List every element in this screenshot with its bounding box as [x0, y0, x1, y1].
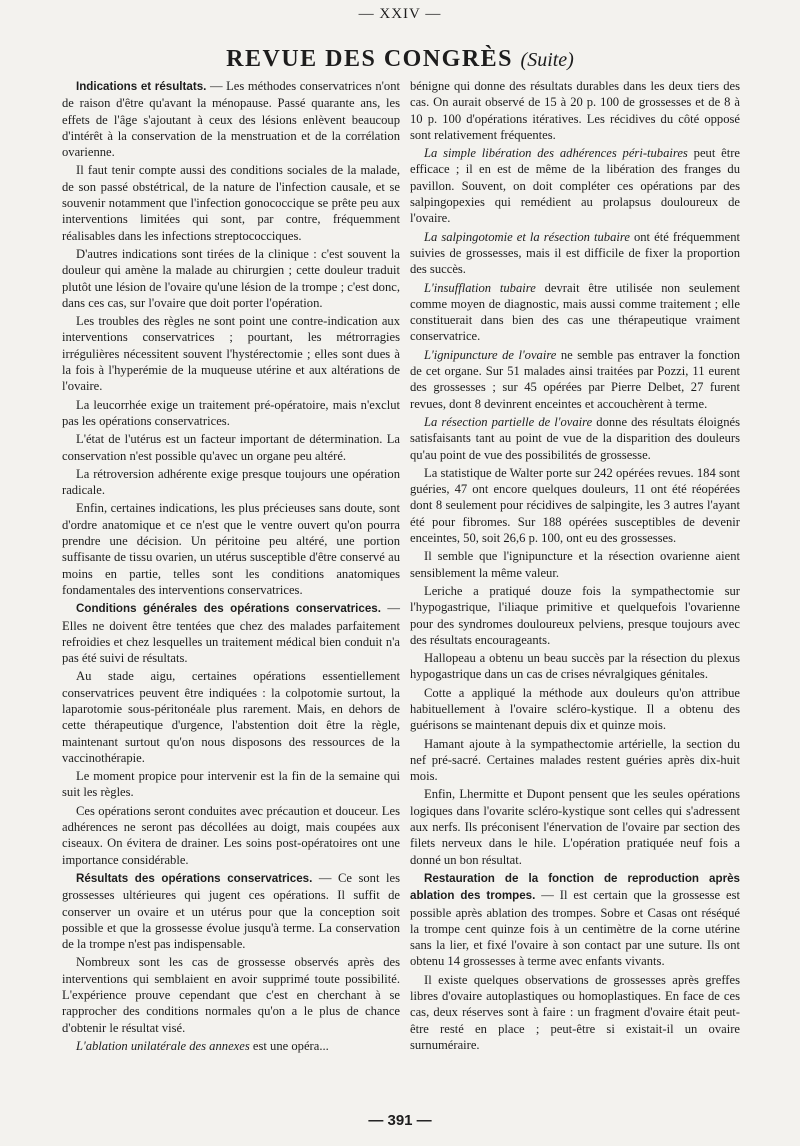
paragraph: La simple libération des adhérences péri-tubaires peut être efficace ; il en est de même de la libération des franges du pavillon. Souvent, on doit compléter ces opérations par des salpingopexies qui remédient au prolapsus douloureux de l'ovaire.: [410, 146, 741, 226]
running-title: [0, 46, 800, 73]
paragraph: Enfin, certaines indications, les plus précieuses sans doute, sont d'ordre anatomique et ce n'est que le ventre ouvert qu'on pourra prendre une décision. Un péritoine peu altéré, une portion suffisante de tissu ovarien, un utérus susceptible d'être conservé au moins en partie, telles sont les conditions anatomiques fondamentales des interventions conservatrices.: [62, 501, 400, 597]
paragraph: bénigne qui donne des résultats durables dans les deux tiers des cas. On aurait observé de 15 à 20 p. 100 de grossesses et de 8 à 10 p. 100 d'opérations itératives. Les récidives du côté opposé sont relativement fréquentes.: [410, 79, 740, 142]
paragraph: Il semble que l'ignipuncture et la résection ovarienne aient sensiblement la même valeur.: [410, 549, 740, 580]
paragraph: Les troubles des règles ne sont point une contre-indication aux interventions conservatrices ; pourtant, les métrorragies irrégulières nécessitent souvent l'hystérectomie ; elles sont dues à la fois à l'hyperémie de la muqueuse utérine et aux altérations de l'ovaire.: [62, 314, 400, 394]
top-folio: — XXIV —: [358, 6, 442, 22]
paragraph: Il existe quelques observations de grossesses après greffes libres d'ovaire autoplastiques ou homoplastiques. En face de ces cas, deux réserves sont à faire : un fragment d'ovaire était peut-être resté en place ; peut-être si existait-il un ovaire surnuméraire.: [410, 972, 740, 1052]
section-heading: Restauration de la fonction de reproduction après ablation des trompes.: [410, 871, 740, 903]
paragraph: La statistique de Walter porte sur 242 opérées revues. 184 sont guéries, 47 ont encore quelques douleurs, 11 ont été réopérées dont 8 seulement pour récidives de salpingite, les 3 autres l'ayant été pour fibromes. Sur 188 opérées susceptibles de devenir enceintes, 50, soit 26,6 p. 100, ont eu des grossesses.: [410, 465, 740, 546]
running-title-suite: (Suite): [520, 49, 574, 71]
paragraph: D'autres indications sont tirées de la clinique : c'est souvent la douleur qui amène la malade au chirurgien ; cette douleur traduit plutôt une lésion de l'ovaire qu'une lésion de la trompe ; c'est donc, dans ces cas, sur l'ovaire que doit porter l'opération.: [62, 246, 400, 310]
paragraph: L'insufflation tubaire devrait être utilisée non seulement comme moyen de diagnostic, mais aussi comme traitement ; elle constituerait dans bien des cas une thérapeutique vraiment conservatrice.: [410, 280, 740, 344]
paragraph: Hallopeau a obtenu un beau succès par la résection du plexus hypogastrique dans un cas de crises névralgiques génitales.: [410, 651, 740, 682]
paragraph: Indications et résultats. — Les méthodes conservatrices n'ont de raison d'être qu'avant la ménopause. Passé quarante ans, les effets de l'âge s'ajoutant à ceux des lésions enlèvent beaucoup d'intérêt à la conservation de la menstruation et de la corrélation ovarienne.: [62, 79, 400, 160]
paragraph: L'ignipuncture de l'ovaire ne semble pas entraver la fonction de cet organe. Sur 51 malades ainsi traitées par Pozzi, 11 eurent des grossesses ; sur 45 opérées par Pierre Delbet, 27 furent revues, dont 8 devinrent enceintes et accouchèrent à terme.: [410, 347, 741, 411]
paragraph: Résultats des opérations conservatrices. — Ce sont les grossesses ultérieures qui jugent ces opérations. Il suffit de conserver un ovaire et un utérus pour que la conception soit possible et que la grossesse évolue jusqu'à terme. La conservation de la trompe n'est pas indispensable.: [62, 870, 400, 952]
paragraph: L'état de l'utérus est un facteur important de détermination. La conservation n'est possible qu'avec un organe peu altéré.: [62, 432, 400, 463]
left-column: [62, 78, 400, 1056]
paragraph: Enfin, Lhermitte et Dupont pensent que les seules opérations logiques dans l'ovarite scléro-kystique sont celles qui s'adressent aux nerfs. Ils préconisent l'énervation de l'ovaire par section des filets nerveux dans le hile. L'opération pratiquée neuf fois a donné un bon résultat.: [410, 787, 740, 867]
paragraph: Il faut tenir compte aussi des conditions sociales de la malade, de son passé obstétrical, de la nature de l'infection causale, et se souvenir notamment que l'infection gonococcique se prête peu aux interventions limitées qui sont, par contre, fréquemment réalisables dans les infections streptococciques.: [62, 163, 400, 243]
paragraph: L'ablation unilatérale des annexes est une opéra...: [76, 1038, 329, 1053]
running-title-text: REVUE DES CONGRÈS: [226, 46, 514, 72]
paragraph: Nombreux sont les cas de grossesse observés après des interventions qui semblaient en avoir supprimé toute possibilité. L'expérience prouve cependant que c'est en cherchant à se rapprocher des conditions normales qu'on a le plus de chance d'obtenir le résultat visé.: [62, 955, 400, 1035]
paragraph: Ces opérations seront conduites avec précaution et douceur. Les adhérences ne seront pas décollées au doigt, mais coupées aux ciseaux. On évitera de drainer. Les soins post-opératoires ont une importance considérable.: [62, 803, 400, 867]
right-column: [410, 78, 740, 1055]
page-number: — 391 —: [368, 1112, 432, 1129]
paragraph: La résection partielle de l'ovaire donne des résultats éloignés satisfaisants tant au point de vue de la disparition des douleurs qu'au point de vue des possibilités de grossesse.: [410, 414, 740, 462]
paragraph: Leriche a pratiqué douze fois la sympathectomie sur l'hypogastrique, l'iliaque primitive et quelquefois l'ovarienne pour des syndromes douloureux pelviens, presque toujours avec des résultats encourageants.: [410, 583, 740, 647]
paragraph: Au stade aigu, certaines opérations essentiellement conservatrices peuvent être indiquées : la colpotomie surtout, la laparotomie sous-péritonéale plus rarement. Mais, en dehors de cette thérapeutique d'urgence, l'abstention doit être la règle, maintenant surtout qu'on nous disposons des ressources de la vaccinothérapie.: [62, 669, 400, 765]
paragraph: La salpingotomie et la résection tubaire ont été fréquemment suivies de grossesses, mais il est difficile de fixer la proportion des succès.: [410, 229, 740, 277]
paragraph: Le moment propice pour intervenir est la fin de la semaine qui suit les règles.: [62, 769, 400, 800]
paragraph: La leucorrhée exige un traitement pré-opératoire, mais n'exclut pas les opérations conservatrices.: [62, 397, 400, 428]
paragraph: Restauration de la fonction de reproduction après ablation des trompes. — Il est certain que la grossesse est possible après ablation des trompes. Sobre et Casas ont réséqué la trompe cent quinze fois à un centimètre de la corne utérine sans la lier, et fixé l'ovaire à son contact par une suture. Ils ont obtenu 14 grossesses à terme avec enfants vivants.: [410, 871, 741, 969]
paragraph: La rétroversion adhérente exige presque toujours une opération radicale.: [62, 466, 400, 498]
paragraph: Hamant ajoute à la sympathectomie artérielle, la section du nef pré-sacré. Certaines malades restent guéries après dix-huit mois.: [410, 736, 740, 784]
section-heading: Indications et résultats.: [76, 80, 207, 93]
section-heading: Résultats des opérations conservatrices.: [76, 871, 313, 885]
section-heading: Conditions générales des opérations conservatrices.: [76, 602, 381, 616]
paragraph: Cotte a appliqué la méthode aux douleurs qu'on attribue habituellement à l'ovaire scléro-kystique. Il a obtenu des guérisons se maintenant depuis dix et quinze mois.: [410, 685, 740, 733]
paragraph: Conditions générales des opérations conservatrices. — Elles ne doivent être tentées que chez des malades parfaitement refroidies et chez lesquelles un traitement médical bien conduit n'a pas été suivi de résultats.: [62, 601, 401, 666]
